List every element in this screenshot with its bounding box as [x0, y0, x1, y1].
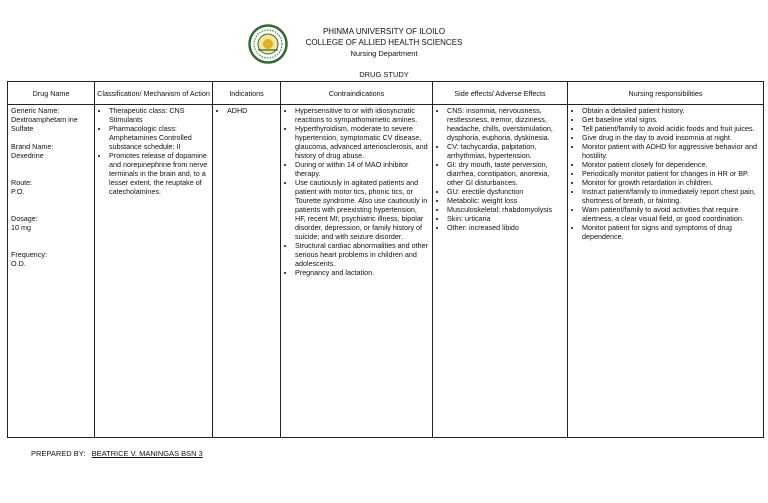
- list-item: • Other: increased libido: [447, 223, 564, 232]
- column-header-nursing: Nursing responsibilities: [568, 82, 764, 105]
- list-item: • GI: dry mouth, taste perversion, diarrhea, constipation, anorexia, other GI disturbances.: [447, 160, 564, 187]
- classification-cell: [95, 105, 213, 438]
- list-item: • Pharmacologic class: Amphetamines Controlled substance schedule: II: [109, 124, 209, 151]
- document-title: DRUG STUDY: [359, 70, 409, 79]
- frequency-value: O.D.: [11, 259, 26, 268]
- list-item: • Musculoskeletal: rhabdomyolysis: [447, 205, 564, 214]
- column-header-indications: Indications: [213, 82, 281, 105]
- column-header-side-effects: Side effects/ Adverse Effects: [433, 82, 568, 105]
- table-header-row: [8, 82, 764, 105]
- list-item: • CNS: insomnia, nervousness, restlessness, tremor, dizziness, headache, chills, overstimulation, dysphoria, euphoria, dyskinesia.: [447, 106, 564, 142]
- list-item: • Hyperthyroidism, moderate to severe hypertension, symptomatic CV disease, glaucoma, advanced arteriosclerosis, and history of drug abuse.: [295, 124, 429, 160]
- list-item: • Monitor patient for signs and symptoms of drug dependence.: [582, 223, 760, 241]
- column-header-contraindications: Contraindications: [281, 82, 433, 105]
- column-header-drug-name: Drug Name: [8, 82, 95, 105]
- drug-study-table: [7, 81, 764, 438]
- frequency-label: Frequency:: [11, 250, 47, 259]
- preparer-name: BEATRICE V. MANINGAS BSN 3: [91, 449, 203, 458]
- prepared-by: [31, 449, 203, 458]
- column-header-classification: Classification/ Mechanism of Action: [95, 82, 213, 105]
- list-item: • Metabolic: weight loss: [447, 196, 564, 205]
- list-item: • Pregnancy and lactation.: [295, 268, 429, 277]
- list-item: • GU: erectile dysfunction: [447, 187, 564, 196]
- list-item: • Instruct patient/family to immediately report chest pain, shortness of breath, or fainting.: [582, 187, 760, 205]
- list-item: • Use cautiously in agitated patients and patient with motor tics, phonic tics, or Tourette syndrome. Also use cautiously in patients with preexisting hypertension, HF, recent MI; psychiatric illness, bipolar disorder, depression, or family history of suicide; and with seizure disorder.: [295, 178, 429, 241]
- list-item: • Monitor patient closely for dependence.: [582, 160, 760, 169]
- list-item: • Promotes release of dopamine and norepinephrine from nerve terminals in the brain and, to a lesser extent, the reuptake of catecholamines.: [109, 151, 209, 196]
- brand-name-value: Dexedrine: [11, 151, 44, 160]
- list-item: • Hypersensitive to or with idiosyncratic reactions to sympathomimetic amines.: [295, 106, 429, 124]
- list-item: • Skin: urticaria: [447, 214, 564, 223]
- route-value: P.O.: [11, 187, 25, 196]
- generic-name-value: Dextroamphetam ine Sulfate: [11, 115, 78, 133]
- list-item: • During or within 14 of MAO inhibitor therapy.: [295, 160, 429, 178]
- university-name: PHINMA UNIVERSITY OF ILOILO: [322, 27, 446, 36]
- dosage-value: 10 mg: [11, 223, 31, 232]
- contraindications-cell: [281, 105, 433, 438]
- department-name: Nursing Department: [350, 49, 418, 58]
- list-item: • CV: tachycardia, palpitation, arrhythmias, hypertension.: [447, 142, 564, 160]
- list-item: • Get baseline vital signs.: [582, 115, 760, 124]
- indications-cell: [213, 105, 281, 438]
- dosage-label: Dosage:: [11, 214, 38, 223]
- list-item: • Obtain a detailed patient history.: [582, 106, 760, 115]
- list-item: • Monitor patient with ADHD for aggressive behavior and hostility.: [582, 142, 760, 160]
- brand-name-label: Brand Name:: [11, 142, 54, 151]
- list-item: • Monitor for growth retardation in children.: [582, 178, 760, 187]
- nursing-responsibilities-cell: [568, 105, 764, 438]
- generic-name-label: Generic Name:: [11, 106, 60, 115]
- list-item: • ADHD: [227, 106, 277, 115]
- list-item: • Periodically monitor patient for changes in HR or BP.: [582, 169, 760, 178]
- list-item: • Structural cardiac abnormalities and other serious heart problems in children and adolescents.: [295, 241, 429, 268]
- route-label: Route:: [11, 178, 33, 187]
- side-effects-cell: [433, 105, 568, 438]
- document-header: [0, 24, 768, 64]
- drug-name-cell: [8, 105, 95, 438]
- list-item: • Therapeutic class: CNS Stimulants: [109, 106, 209, 124]
- college-name: COLLEGE OF ALLIED HEALTH SCIENCES: [305, 38, 463, 47]
- table-row: [8, 105, 764, 438]
- list-item: • Tell patient/family to avoid acidic foods and fruit juices.: [582, 124, 760, 133]
- list-item: • Warn patient/family to avoid activities that require alertness, a clear visual field, or good coordination.: [582, 205, 760, 223]
- list-item: • Give drug in the day to avoid insomnia at night.: [582, 133, 760, 142]
- prepared-by-label: PREPARED BY:: [31, 449, 86, 458]
